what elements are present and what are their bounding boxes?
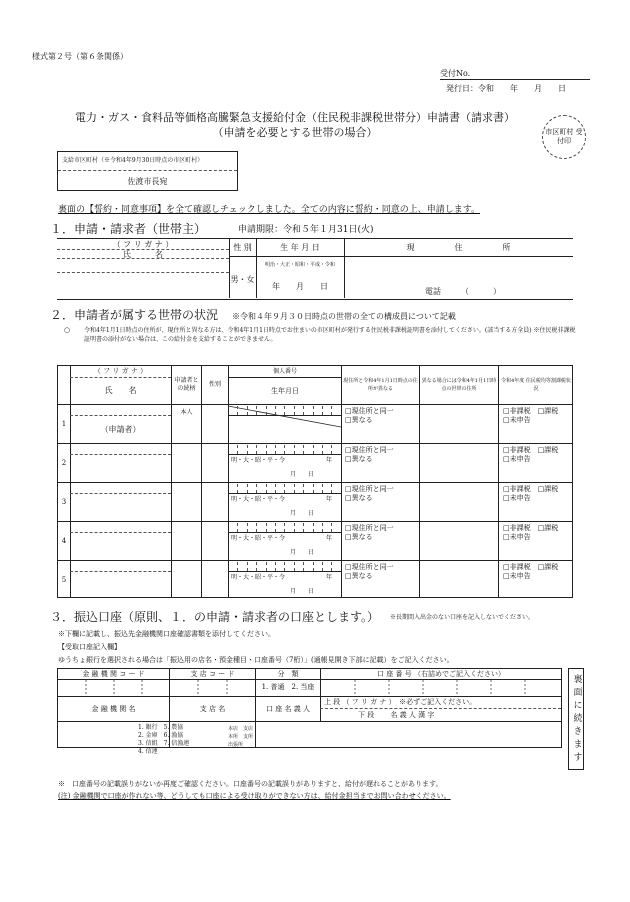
code-box-dividers [58,680,561,696]
h-addr: 現住所と令和4年1月1日時点の住所が異なる [343,378,418,392]
form-number: 様式第２号（第６条関係） [32,52,128,61]
bank-type-list: 1. 銀行 5. 農協 2. 金庫 6. 漁協 3. 信組 7. 信漁連 4. 信連 [138,724,190,755]
section3-heading: ３．振込口座（原則、１．の申請・請求者の口座とします。） [50,610,380,624]
address-label: 現 住 所 [406,243,511,252]
h-mynumber: 個人番号 [272,367,297,375]
sex-option: 男・女 [230,275,255,284]
type-label: 分 類 [277,670,299,678]
municipality-value: 佐渡市長宛 [127,177,168,186]
h-tax: 令和4年度 住民税均等割課税状況 [501,378,571,392]
section2-note: ※令和４年９月３０日時点の世帯の全ての構成員について記載 [232,312,456,321]
agreement-statement: 裏面の【誓約・同意事項】を全て確認しチェックしました。全ての内容に誓約・同意の上、申請します。 [58,205,481,215]
furigana-label: （ フ リ ガ ナ ） [112,240,174,249]
notice-bullet: ○ [64,326,71,334]
h-furigana: （ フ リ ガ ナ ） [93,367,148,375]
branch-name-label: 支 店 名 [199,705,226,713]
deadline: 申請期限：令和５年１月31日(火) [238,225,374,235]
h-relation: 申請者との続柄 [174,377,199,392]
receipt-no: 受付No. [440,69,590,80]
h-name: 氏 名 [104,386,137,395]
holder-kana-label: 上 段 （ フ リ ガ ナ ） ※必ずご記入ください。 [324,698,477,706]
issue-date: 発行日：令和 年 月 日 [446,84,566,93]
form-subtitle: （申請を必要とする世帯の場合） [212,126,378,139]
no-account-note: (注) 金融機関で口座が作れない等、どうしても口座による受け取りができない方は、給付金担当までお問い合わせください。 [58,792,451,800]
holder-kanji-label: 下 段 名 義 人 漢 字 [358,711,435,719]
applicant-table [57,238,573,300]
h-addr2: 異なる場合には令和4年1月1日時点の世帯の住所 [421,378,497,392]
section3-note: ※下欄に記載し、振込先金融機関口座確認書類を添付してください。 [58,630,275,638]
bank-code-label: 金 融 機 関 コ ー ド [82,670,145,678]
holder-label: 口 座 名 義 人 [266,705,310,713]
branch-code-label: 支 店 コ ー ド [190,670,235,678]
branch-type-list: 本店 支店 本所 支所 出張所 [228,726,254,748]
municipality-box [57,151,238,191]
household-table: （ フ リ ガ ナ ） 氏 名 申請者との続柄 性別 個人番号 生年月日 現住所と令和4年1月1日時点の住所が異なる 異なる場合には令和4年1月1日時点の世帯の住所 令和4年度 住民税均等割課税状況 1 （申請者） 本人 □現住所と同一 □異なる □非課税 □課税 □未申告 2 明・大・昭・平・令 年 月 日 □現住所と同一 □異なる □非課税 □課税 □未申告 3 明・大・昭・平・令 年 月 日 □現住所と同一 □異なる □非課税 □課税 □未申告 4 明・大・昭・平・令 年 月 日 □現住所と同一 □異なる □非課税 □課税 □未申告 5 明・大・昭・平・令 年 月 日 □現住所と同一 □異なる □非課税 □課税 □未申告 [57,365,573,598]
section2-heading: ２．申請者が属する世帯の状況 [50,308,219,322]
continue-on-back: 裏面に続きます [568,668,584,770]
yucho-note: ゆうちょ銀行を選択される場合は「振込用の店名・預金種目・口座番号（7桁）」(通帳見開き下部に記載）をご記入ください。 [58,656,454,664]
reception-stamp: 市区町村 受付印 [542,115,586,159]
section3-heading-note: ※長期間入出金のない口座を記入しないでください。 [390,614,535,621]
era-options: 明治・大正・昭和・平成・令和 [264,262,335,268]
name-label: 氏 名 [123,250,163,259]
section2-notice: 令和4年1月1日時点の住所が、現住所と異なる方は、令和4年1月1日時点でお住まいの市区町村が発行する住民税非課税証明書を添付してください。(該当する方全員) ※住民税非課税証明書の添付がない場合は、この給付金を支給することができません。 [84,327,576,343]
bank-name-label: 金 融 機 関 名 [91,705,136,713]
birth-label: 生 年 月 日 [280,243,320,252]
h-birth: 生年月日 [271,386,299,395]
form-title: 電力・ガス・食料品等価格高騰緊急支援給付金（住民税非課税世帯分）申請書（請求書） [75,111,515,124]
section1-heading: １．申請・請求者（世帯主） [50,222,207,236]
birth-ymd: 年 月 日 [272,282,328,291]
bank-account-table [57,668,562,755]
sex-label: 性 別 [233,243,252,252]
account-type-options: 1. 普通 2. 当座 [261,683,315,691]
account-warning: ※ 口座番号の記載誤りがないか再度ご確認ください。口座番号の記載誤りがありますと、給付が遅れることがあります。 [58,780,443,788]
phone-label: 電話 （ ） [425,287,501,296]
account-box-label: 【受取口座記入欄】 [58,643,121,651]
h-sex: 性別 [208,381,221,388]
account-number-label: 口 座 番 号 （右詰めでご記入ください） [377,670,505,678]
municipality-label: 支給市区町村（※令和4年9月30日時点の市区町村） [62,157,204,164]
